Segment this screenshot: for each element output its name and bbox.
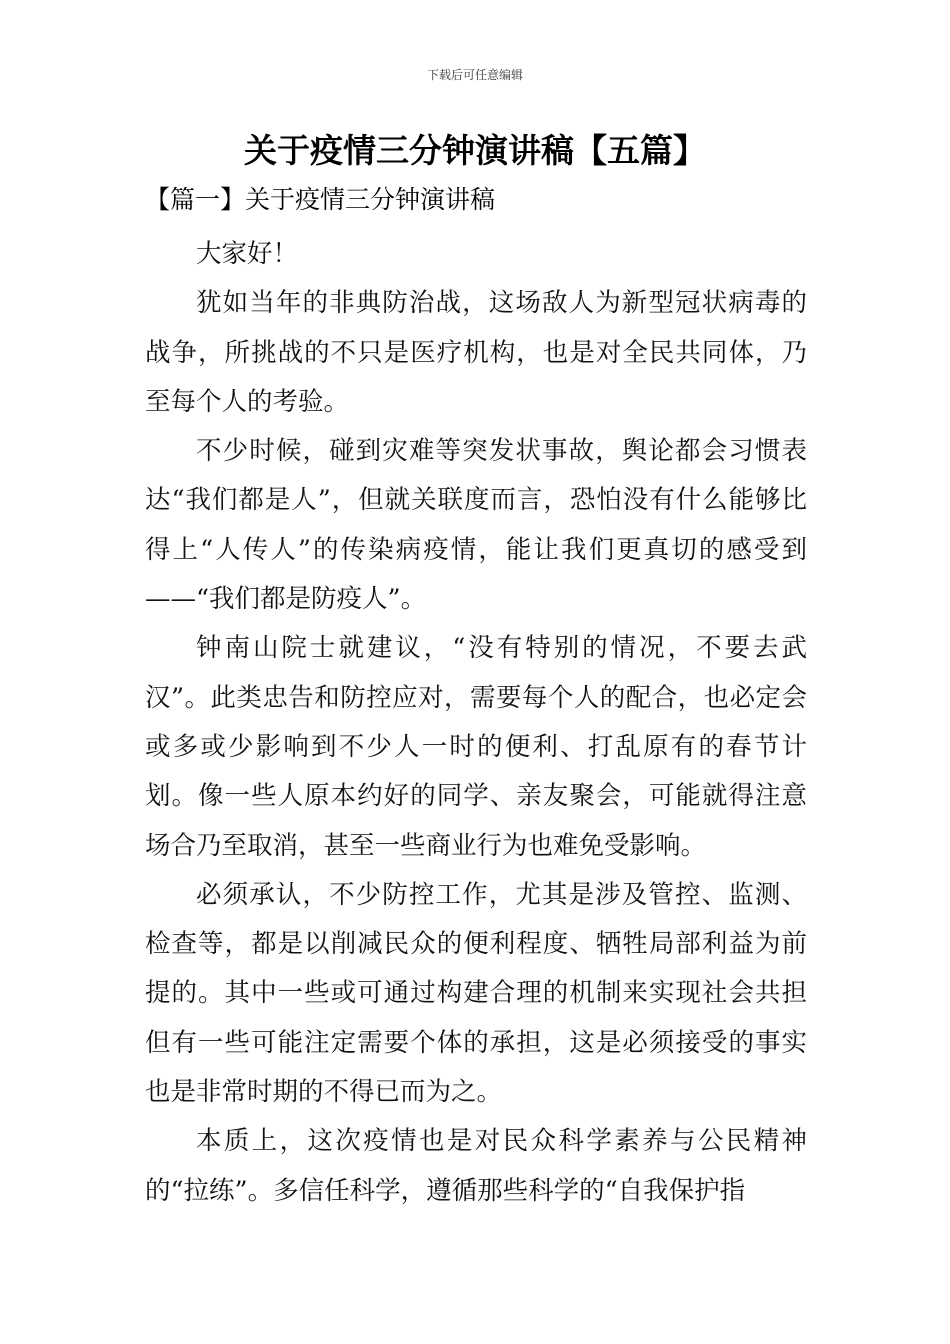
paragraph: 钟南山院士就建议，“没有特别的情况，不要去武汉”。此类忠告和防控应对，需要每个人的配合，也必定会或多或少影响到不少人一时的便利、打乱原有的春节计划。像一些人原本约好的同学、亲友聚会，可能就得注意场合乃至取消，甚至一些商业行为也难免受影响。	[145, 633, 807, 861]
paragraph-greeting: 大家好！	[196, 239, 299, 269]
paragraph: 本质上，这次疫情也是对民众科学素养与公民精神的“拉练”。多信任科学，遵循那些科学的“自我保护指	[145, 1126, 807, 1206]
paragraph: 犹如当年的非典防治战，这场敌人为新型冠状病毒的战争，所挑战的不只是医疗机构，也是对全民共同体，乃至每个人的考验。	[145, 288, 807, 417]
header-note: 下载后可任意编辑	[426, 68, 523, 82]
document-body	[145, 230, 807, 1216]
document-title: 关于疫情三分钟演讲稿【五篇】	[244, 131, 706, 170]
section-heading: 【篇一】关于疫情三分钟演讲稿	[145, 185, 496, 214]
paragraph: 必须承认，不少防控工作，尤其是涉及管控、监测、检查等，都是以削减民众的便利程度、牺牲局部利益为前提的。其中一些或可通过构建合理的机制来实现社会共担但有一些可能注定需要个体的承担，这是必须接受的事实也是非常时期的不得已而为之。	[145, 879, 807, 1108]
paragraph: 不少时候，碰到灾难等突发状事故，舆论都会习惯表达“我们都是人”，但就关联度而言，恐怕没有什么能够比得上“人传人”的传染病疫情，能让我们更真切的感受到——“我们都是防疫人”。	[145, 436, 807, 615]
